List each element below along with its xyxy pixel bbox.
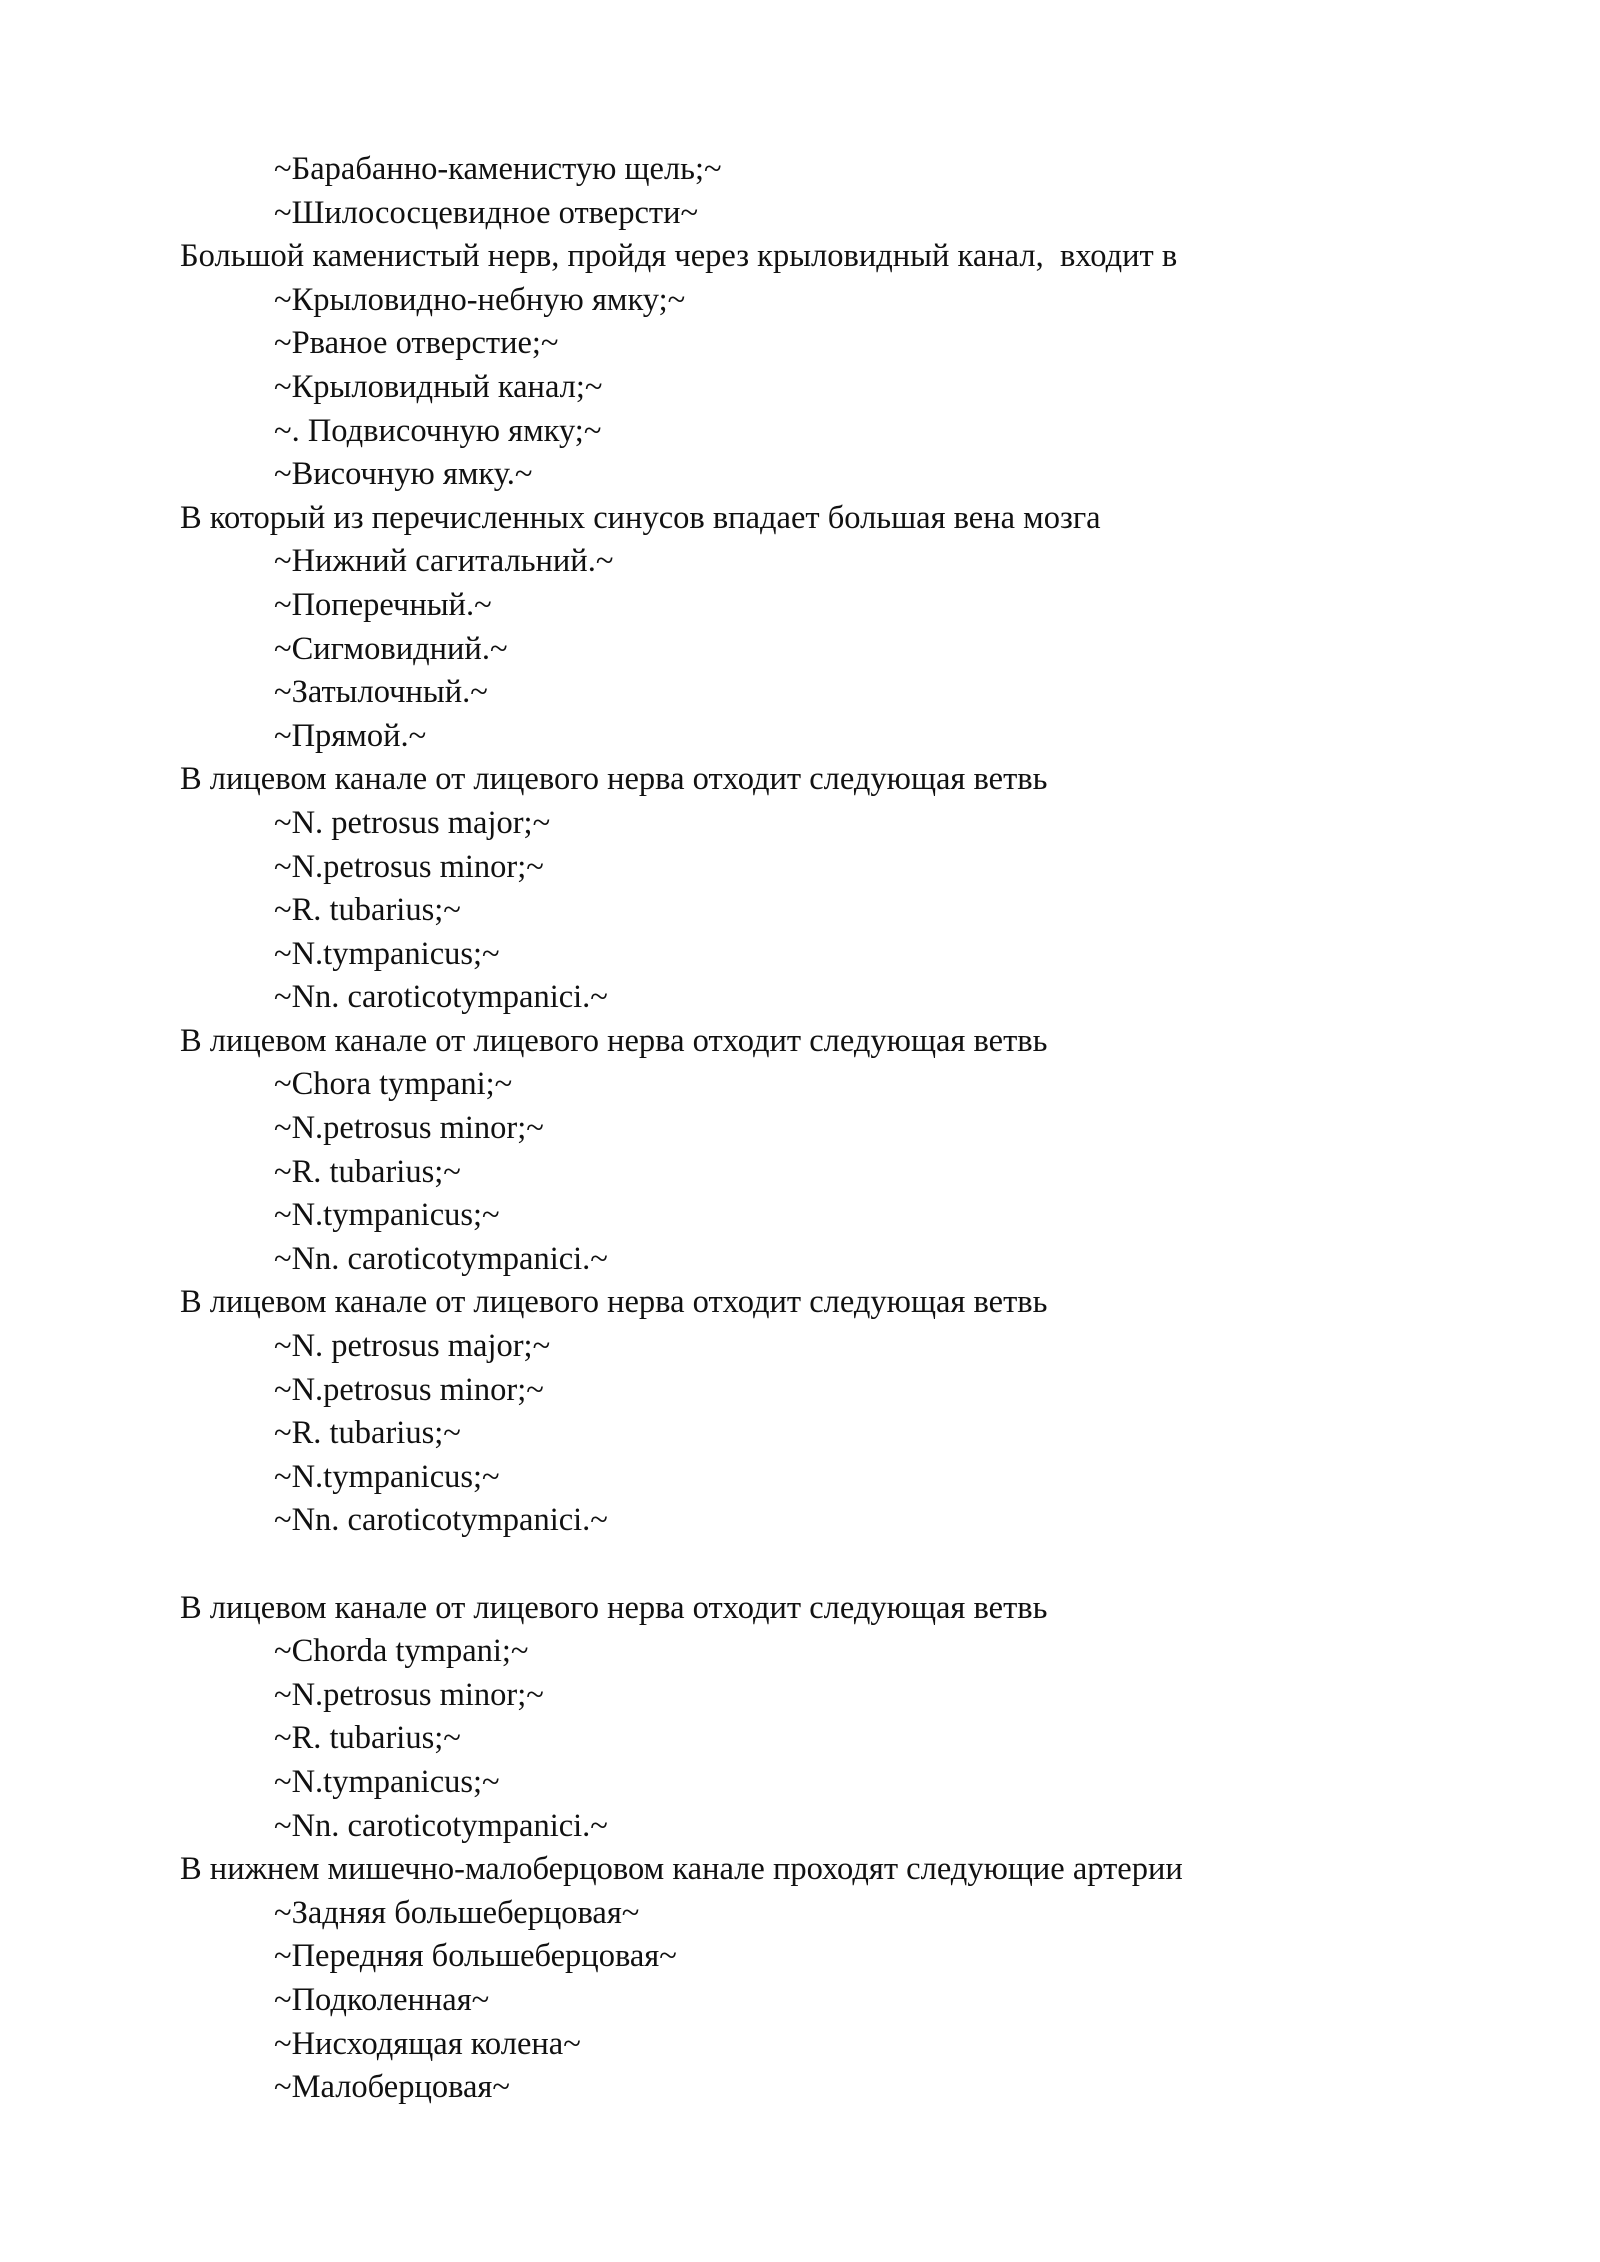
lead-answers xyxy=(180,148,1540,235)
answer-option: ~R. tubarius;~ xyxy=(274,1153,461,1190)
answer-option: ~N.petrosus minor;~ xyxy=(274,848,544,885)
question-text: В лицевом канале от лицевого нерва отходит следующая ветвь xyxy=(180,1022,1048,1059)
answer-option: ~N.tympanicus;~ xyxy=(274,1197,500,1234)
question-block xyxy=(180,758,1540,1020)
answer-option: ~Крыловидный канал;~ xyxy=(274,368,603,405)
question-text: В лицевом канале от лицевого нерва отходит следующая ветвь xyxy=(180,1589,1048,1626)
question-block xyxy=(180,1848,1540,2110)
answer-option: ~N.petrosus minor;~ xyxy=(274,1110,544,1147)
answer-option: ~R. tubarius;~ xyxy=(274,1415,461,1452)
answer-option: ~. Подвисочную ямку;~ xyxy=(274,412,602,449)
answer-option: ~Подколенная~ xyxy=(274,1981,490,2018)
question-text: Большой каменистый нерв, пройдя через крыловидный канал, входит в xyxy=(180,238,1178,275)
answer-option: ~Крыловидно-небную ямку;~ xyxy=(274,281,686,318)
answer-option: ~Nn. caroticotympanici.~ xyxy=(274,1240,608,1277)
answer-option: ~Затылочный.~ xyxy=(274,674,488,711)
answer-option: ~Nn. caroticotympanici.~ xyxy=(274,1502,608,1539)
answer-option: ~Шилососцевидное отверсти~ xyxy=(274,194,699,231)
answer-option: ~Chora tympani;~ xyxy=(274,1066,513,1103)
answer-option: ~N. petrosus major;~ xyxy=(274,1328,551,1365)
answer-option: ~Задняя большеберцовая~ xyxy=(274,1894,640,1931)
answer-option: ~Нижний сагитальний.~ xyxy=(274,543,614,580)
question-text: В лицевом канале от лицевого нерва отходит следующая ветвь xyxy=(180,761,1048,798)
answer-option: ~Поперечный.~ xyxy=(274,586,492,623)
answer-option: ~Малоберцовая~ xyxy=(274,2069,510,2106)
answer-option: ~Передняя большеберцовая~ xyxy=(274,1938,677,1975)
answer-option: ~Рваное отверстие;~ xyxy=(274,325,559,362)
answer-option: ~N.petrosus minor;~ xyxy=(274,1676,544,1713)
answer-option: ~Nn. caroticotympanici.~ xyxy=(274,1807,608,1844)
answer-option: ~N.petrosus minor;~ xyxy=(274,1371,544,1408)
answer-option: ~R. tubarius;~ xyxy=(274,892,461,929)
answer-option: ~N. petrosus major;~ xyxy=(274,804,551,841)
question-text: В лицевом канале от лицевого нерва отходит следующая ветвь xyxy=(180,1284,1048,1321)
answer-option: ~N.tympanicus;~ xyxy=(274,1458,500,1495)
question-text: В нижнем мишечно-малоберцовом канале проходят следующие артерии xyxy=(180,1851,1183,1888)
answer-option: ~R. tubarius;~ xyxy=(274,1720,461,1757)
question-text: В который из перечисленных синусов впадает большая вена мозга xyxy=(180,499,1101,536)
answer-option: ~N.tympanicus;~ xyxy=(274,935,500,972)
answer-option: ~Сигмовидний.~ xyxy=(274,630,508,667)
question-block xyxy=(180,1587,1540,1849)
document-page xyxy=(180,148,1540,2110)
question-block xyxy=(180,1281,1540,1586)
blank-line xyxy=(180,1543,1540,1587)
answer-option: ~Nn. caroticotympanici.~ xyxy=(274,979,608,1016)
question-block xyxy=(180,1020,1540,1282)
question-block xyxy=(180,497,1540,759)
answer-option: ~Chorda tympani;~ xyxy=(274,1633,529,1670)
question-block xyxy=(180,235,1540,497)
answer-option: ~Височную ямку.~ xyxy=(274,456,533,493)
answer-option: ~Прямой.~ xyxy=(274,717,427,754)
answer-option: ~Нисходящая колена~ xyxy=(274,2025,581,2062)
answer-option: ~Барабанно-каменистую щель;~ xyxy=(274,151,722,187)
answer-option: ~N.tympanicus;~ xyxy=(274,1763,500,1800)
